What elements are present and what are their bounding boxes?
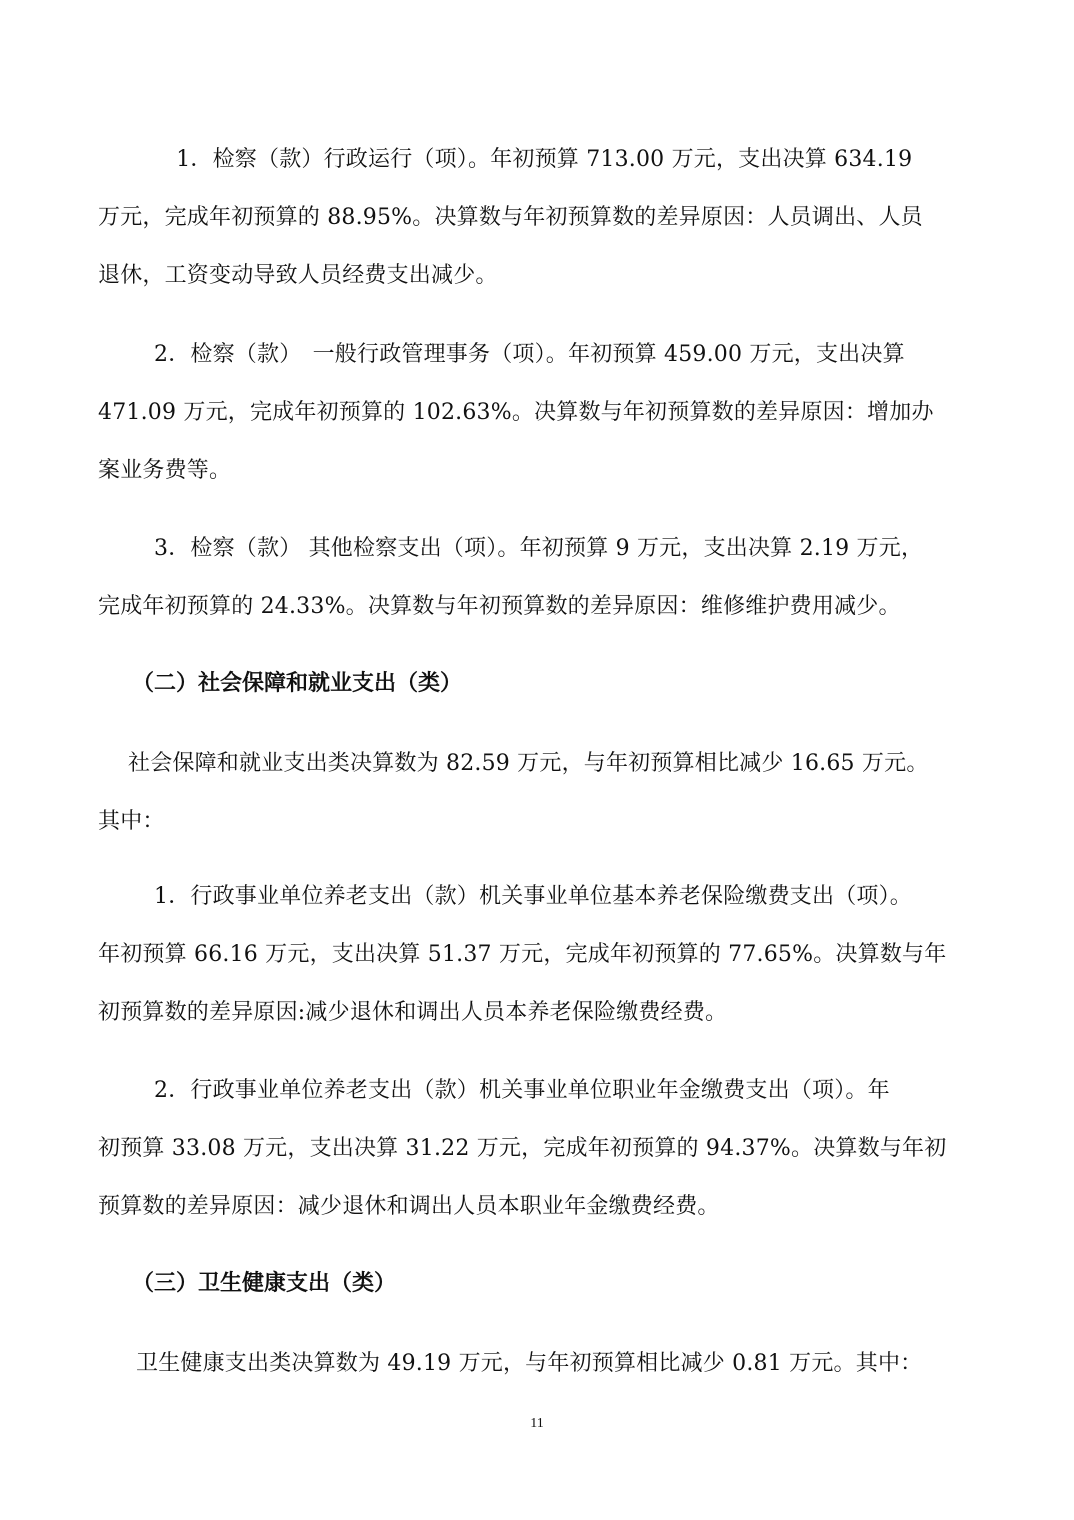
paragraph-line: 卫生健康支出类决算数为 49.19 万元，与年初预算相比减少 0.81 万元。其中：: [136, 1351, 923, 1376]
paragraph-line: 1．检察（款）行政运行（项）。年初预算 713.00 万元，支出决算 634.19: [154, 147, 913, 172]
paragraph-line: 预算数的差异原因：减少退休和调出人员本职业年金缴费经费。: [98, 1194, 720, 1219]
paragraph-item-3: [98, 520, 978, 636]
paragraph-line: 完成年初预算的 24.33%。决算数与年初预算数的差异原因：维修维护费用减少。: [98, 594, 901, 619]
paragraph-line: 3．检察（款） 其他检察支出（项）。年初预算 9 万元，支出决算 2.19 万元，: [154, 536, 924, 561]
paragraph-line: 2．检察（款） 一般行政管理事务（项）。年初预算 459.00 万元，支出决算: [154, 342, 905, 367]
paragraph-line: 退休，工资变动导致人员经费支出减少。: [98, 263, 498, 288]
section-heading-health: （三）卫生健康支出（类）: [132, 1271, 397, 1296]
paragraph-item-6: [98, 1062, 978, 1236]
paragraph-item-1: [98, 131, 978, 305]
paragraph-item-4: [98, 735, 978, 851]
paragraph-line: 初预算 33.08 万元，支出决算 31.22 万元，完成年初预算的 94.37%。决算数与年初: [98, 1136, 947, 1161]
page-number: 11: [530, 1416, 544, 1431]
paragraph-line: 2．行政事业单位养老支出（款）机关事业单位职业年金缴费支出（项）。年: [154, 1078, 890, 1103]
paragraph-item-7: [98, 1335, 978, 1393]
paragraph-item-5: [98, 868, 978, 1042]
paragraph-item-2: [98, 326, 978, 500]
section-heading-social-security: （二）社会保障和就业支出（类）: [132, 671, 463, 696]
paragraph-line: 案业务费等。: [98, 458, 232, 483]
paragraph-line: 1．行政事业单位养老支出（款）机关事业单位基本养老保险缴费支出（项）。: [154, 884, 912, 909]
paragraph-line: 万元，完成年初预算的 88.95%。决算数与年初预算数的差异原因：人员调出、人员: [98, 205, 923, 230]
paragraph-line: 社会保障和就业支出类决算数为 82.59 万元，与年初预算相比减少 16.65 万元。: [128, 751, 929, 776]
paragraph-line: 初预算数的差异原因:减少退休和调出人员本养老保险缴费经费。: [98, 1000, 728, 1025]
paragraph-line: 其中：: [98, 809, 165, 834]
paragraph-line: 年初预算 66.16 万元，支出决算 51.37 万元，完成年初预算的 77.65%。决算数与年: [98, 942, 947, 967]
paragraph-line: 471.09 万元，完成年初预算的 102.63%。决算数与年初预算数的差异原因：增加办: [98, 400, 934, 425]
